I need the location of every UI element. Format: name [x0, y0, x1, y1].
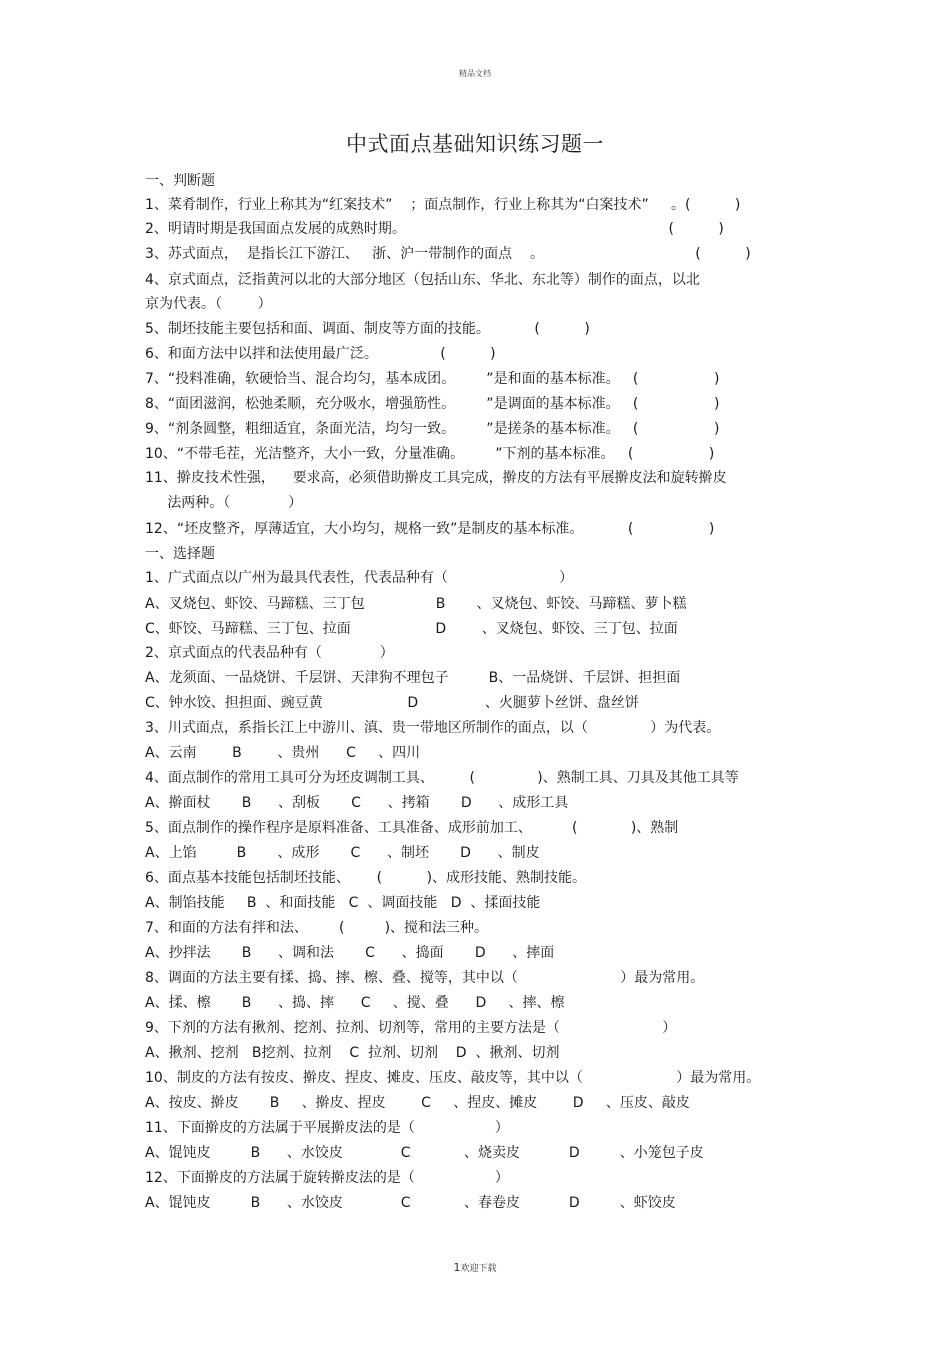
judgment-q6: 6、和面方法中以拌和法使用最广泛。 ( ) [145, 346, 496, 362]
judgment-q4-line1: 4、京式面点，泛指黄河以北的大部分地区（包括山东、华北、东北等）制作的面点，以北 [145, 272, 700, 288]
choice-q2: 2、京式面点的代表品种有（ ） [145, 645, 394, 661]
choice-q4-options: A、擀面杖 B 、刮板 C 、拷箱 D 、成形工具 [145, 795, 569, 811]
choice-q4: 4、面点制作的常用工具可分为坯皮调制工具、 ( )、熟制工具、刀具及其他工具等 [145, 770, 739, 786]
judgment-q4-line2: 京为代表。（ ） [145, 296, 272, 312]
judgment-q8: 8、“面团滋润，松弛柔顺，充分吸水，增强筋性。 ”是调面的基本标准。 ( ) [145, 396, 720, 412]
judgment-q10: 10、“不带毛茬，光洁整齐，大小一致，分量准确。 ”下剂的基本标准。 ( ) [145, 446, 715, 462]
choice-q3-options: A、云南 B 、贵州 C 、四川 [145, 745, 421, 761]
choice-q1-options-cd: C、虾饺、马蹄糕、三丁包、拉面 D 、叉烧包、虾饺、三丁包、拉面 [145, 621, 678, 637]
choice-q2-options-ab: A、龙须面、一品烧饼、千层饼、天津狗不理包子 B、一品烧饼、千层饼、担担面 [145, 670, 681, 686]
judgment-section-heading: 一、判断题 [145, 173, 215, 189]
choice-q1: 1、广式面点以广州为最具代表性，代表品种有（ ） [145, 570, 574, 586]
page-title: 中式面点基础知识练习题一 [346, 132, 604, 156]
choice-q9-options: A、揪剂、挖剂 B挖剂、拉剂 C 拉剂、切剂 D 、揪剂、切剂 [145, 1045, 560, 1061]
choice-q7: 7、和面的方法有拌和法、 ( )、搅和法三种。 [145, 920, 489, 936]
choice-q10: 10、制皮的方法有按皮、擀皮、捏皮、摊皮、压皮、敲皮等，其中以（ ）最为常用。 [145, 1070, 761, 1086]
choice-q9: 9、下剂的方法有揪剂、挖剂、拉剂、切剂等，常用的主要方法是（ ） [145, 1020, 677, 1036]
choice-q10-options: A、按皮、擀皮 B 、擀皮、捏皮 C 、捏皮、摊皮 D 、压皮、敲皮 [145, 1095, 690, 1111]
choice-q12: 12、下面擀皮的方法属于旋转擀皮法的是（ ） [145, 1170, 509, 1186]
header-note: 精品文档 [459, 69, 491, 78]
choice-q6-options: A、制馅技能 B 、和面技能 C 、调面技能 D 、揉面技能 [145, 895, 541, 911]
judgment-q12: 12、“坯皮整齐，厚薄适宜，大小均匀，规格一致”是制皮的基本标准。 ( ) [145, 521, 715, 537]
judgment-q11-line1: 11、擀皮技术性强， 要求高，必须借助擀皮工具完成，擀皮的方法有平展擀皮法和旋转擀皮 [145, 470, 727, 486]
judgment-q5: 5、制坯技能主要包括和面、调面、制皮等方面的技能。 ( ) [145, 321, 590, 337]
choice-q5-options: A、上馅 B 、成形 C 、制坯 D 、制皮 [145, 845, 540, 861]
judgment-q2: 2、明请时期是我国面点发展的成熟时期。 ( ) [145, 221, 724, 237]
choice-q5: 5、面点制作的操作程序是原料准备、工具准备、成形前加工、 ( )、熟制 [145, 820, 679, 836]
choice-q3: 3、川式面点，系指长江上中游川、滇、贵一带地区所制作的面点，以（ ）为代表。 [145, 720, 721, 736]
choice-q12-options: A、馄饨皮 B 、水饺皮 C 、春卷皮 D 、虾饺皮 [145, 1195, 676, 1211]
choice-q7-options: A、抄拌法 B 、调和法 C 、捣面 D 、摔面 [145, 945, 555, 961]
choice-q1-options-ab: A、叉烧包、虾饺、马蹄糕、三丁包 B 、叉烧包、虾饺、马蹄糕、萝卜糕 [145, 596, 687, 612]
judgment-q11-line2: 法两种。（ ） [145, 495, 303, 511]
footer-text: 欢迎下载 [460, 1264, 497, 1274]
choice-q11-options: A、馄饨皮 B 、水饺皮 C 、烧卖皮 D 、小笼包子皮 [145, 1145, 704, 1161]
choice-section-heading: 一、选择题 [145, 546, 215, 562]
judgment-q1: 1、菜肴制作，行业上称其为“红案技术” ；面点制作，行业上称其为“白案技术” 。( ) [145, 197, 741, 213]
choice-q11: 11、下面擀皮的方法属于平展擀皮法的是（ ） [145, 1120, 509, 1136]
footer-page-number: 1 [453, 1261, 461, 1274]
choice-q8: 8、调面的方法主要有揉、捣、摔、檫、叠、搅等，其中以（ ）最为常用。 [145, 970, 705, 986]
judgment-q3: 3、苏式面点， 是指长江下游江、 浙、沪一带制作的面点 。 ( ) [145, 246, 751, 262]
judgment-q7: 7、“投料准确，软硬恰当、混合均匀，基本成团。 ”是和面的基本标准。 ( ) [145, 371, 720, 387]
choice-q6: 6、面点基本技能包括制坯技能、 ( )、成形技能、熟制技能。 [145, 870, 587, 886]
choice-q8-options: A、揉、檫 B 、捣、摔 C 、搅、叠 D 、摔、檫 [145, 995, 565, 1011]
choice-q2-options-cd: C、钟水饺、担担面、豌豆黄 D 、火腿萝卜丝饼、盘丝饼 [145, 695, 639, 711]
page-footer [0, 1261, 950, 1274]
judgment-q9: 9、“剂条圆整，粗细适宜，条面光洁，均匀一致。 ”是搓条的基本标准。 ( ) [145, 421, 720, 437]
